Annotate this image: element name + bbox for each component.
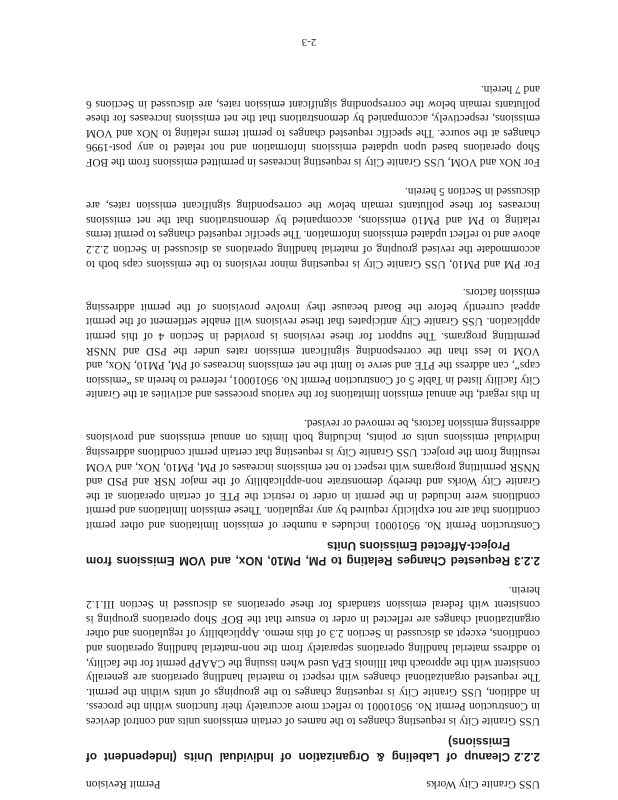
section-heading-2-2-3	[86, 538, 540, 568]
paragraph: USS Granite City is requesting changes to the names of certain emissions units and control devices in Construction Permit No. 95010001 to reflect more accurately their functions within the process. In addition, USS Granite City is requesting changes to the groupings of units within the permit. The requested organizational changes with respect to material handling operations are generally consistent with the approach that Illinois EPA used when issuing the CAAPP permit for the facility, to address material handling operations separately from the non-material handling operations and conditions, except as discussed in Section 2.3 of this memo. Applicability of regulations and other organizational changes are reflected in order to ensure that the BOF Shop operations grouping is consistent with federal emission standards for these operations as discussed in Section III.1.2 herein.	[86, 583, 540, 727]
header-document-type: Permit Revision	[86, 778, 161, 790]
document-body	[86, 67, 540, 768]
paragraph: For PM and PM10, USS Granite City is requesting minor revisions to the emissions caps both to accommodate the revised grouping of material handling operations as discussed in Section 2.2.2 above and to reflect updated emissions information. The specific requested changes to permit terms relating to PM and PM10 emissions, accompanied by demonstrations that the net emissions increases for these pollutants remain below the corresponding significant emission rates, are discussed in Section 5 herein.	[86, 184, 540, 270]
page-number: 2-3	[301, 36, 317, 48]
header-facility-name: USS Granite City Works	[426, 778, 540, 790]
section-title: Cleanup of Labeling & Organization of Individual Units (Independent of Emissions)	[86, 735, 510, 763]
paragraph: For NOx and VOM, USS Granite City is requesting increases in permitted emissions from the BOF Shop operations based upon updated emissions information and not related to any post-1996 changes at the source. The specific requested changes to permit terms relating to NOx and VOM emissions, respectively, accompanied by demonstrations that the net emissions increases for these pollutants remain below the corresponding significant emission rates, are discussed in Sections 6 and 7 herein.	[86, 83, 540, 168]
section-number: 2.2.3	[514, 554, 540, 568]
section-heading-2-2-2	[86, 734, 540, 764]
paragraph: Construction Permit No. 95010001 includes a number of emission limitations and other permit conditions that are not explicitly required by any regulation. These emission limitations and permit conditions were included in the permit in order to restrict the PTE of certain operations at the Granite City Works and thereby demonstrate non-applicability of the major NSR and PSD and NNSR permitting programs with respect to net emissions increases of PM, PM10, NOx, and VOM resulting from the project. USS Granite City is requesting that certain permit conditions addressing individual emissions units or points, including both limits on annual emissions and provisions addressing emission factors, be removed or revised.	[86, 416, 540, 532]
running-header	[86, 778, 540, 790]
section-number: 2.2.2	[514, 750, 540, 763]
section-title: Requested Changes Relating to PM, PM10, NOx, and VOM Emissions from Project-Affected Emissions Units	[86, 539, 510, 568]
paragraph: In this regard, the annual emission limitations for the various processes and activities at the Granite City facility listed in Table 5 of Construction Permit No. 95010001, referred to herein as “emission caps”, can address the PTE and serve to limit the net emissions increases of PM, PM10, NOx, and VOM to less than the corresponding significant emission rates under the PSD and NNSR permitting programs. The support for these revisions is provided in Section 4 of this permit application. USS Granite City anticipates that these revisions will enable settlement of the permit appeal currently before the Board because they involve provisions of the permit addressing emission factors.	[86, 286, 540, 401]
